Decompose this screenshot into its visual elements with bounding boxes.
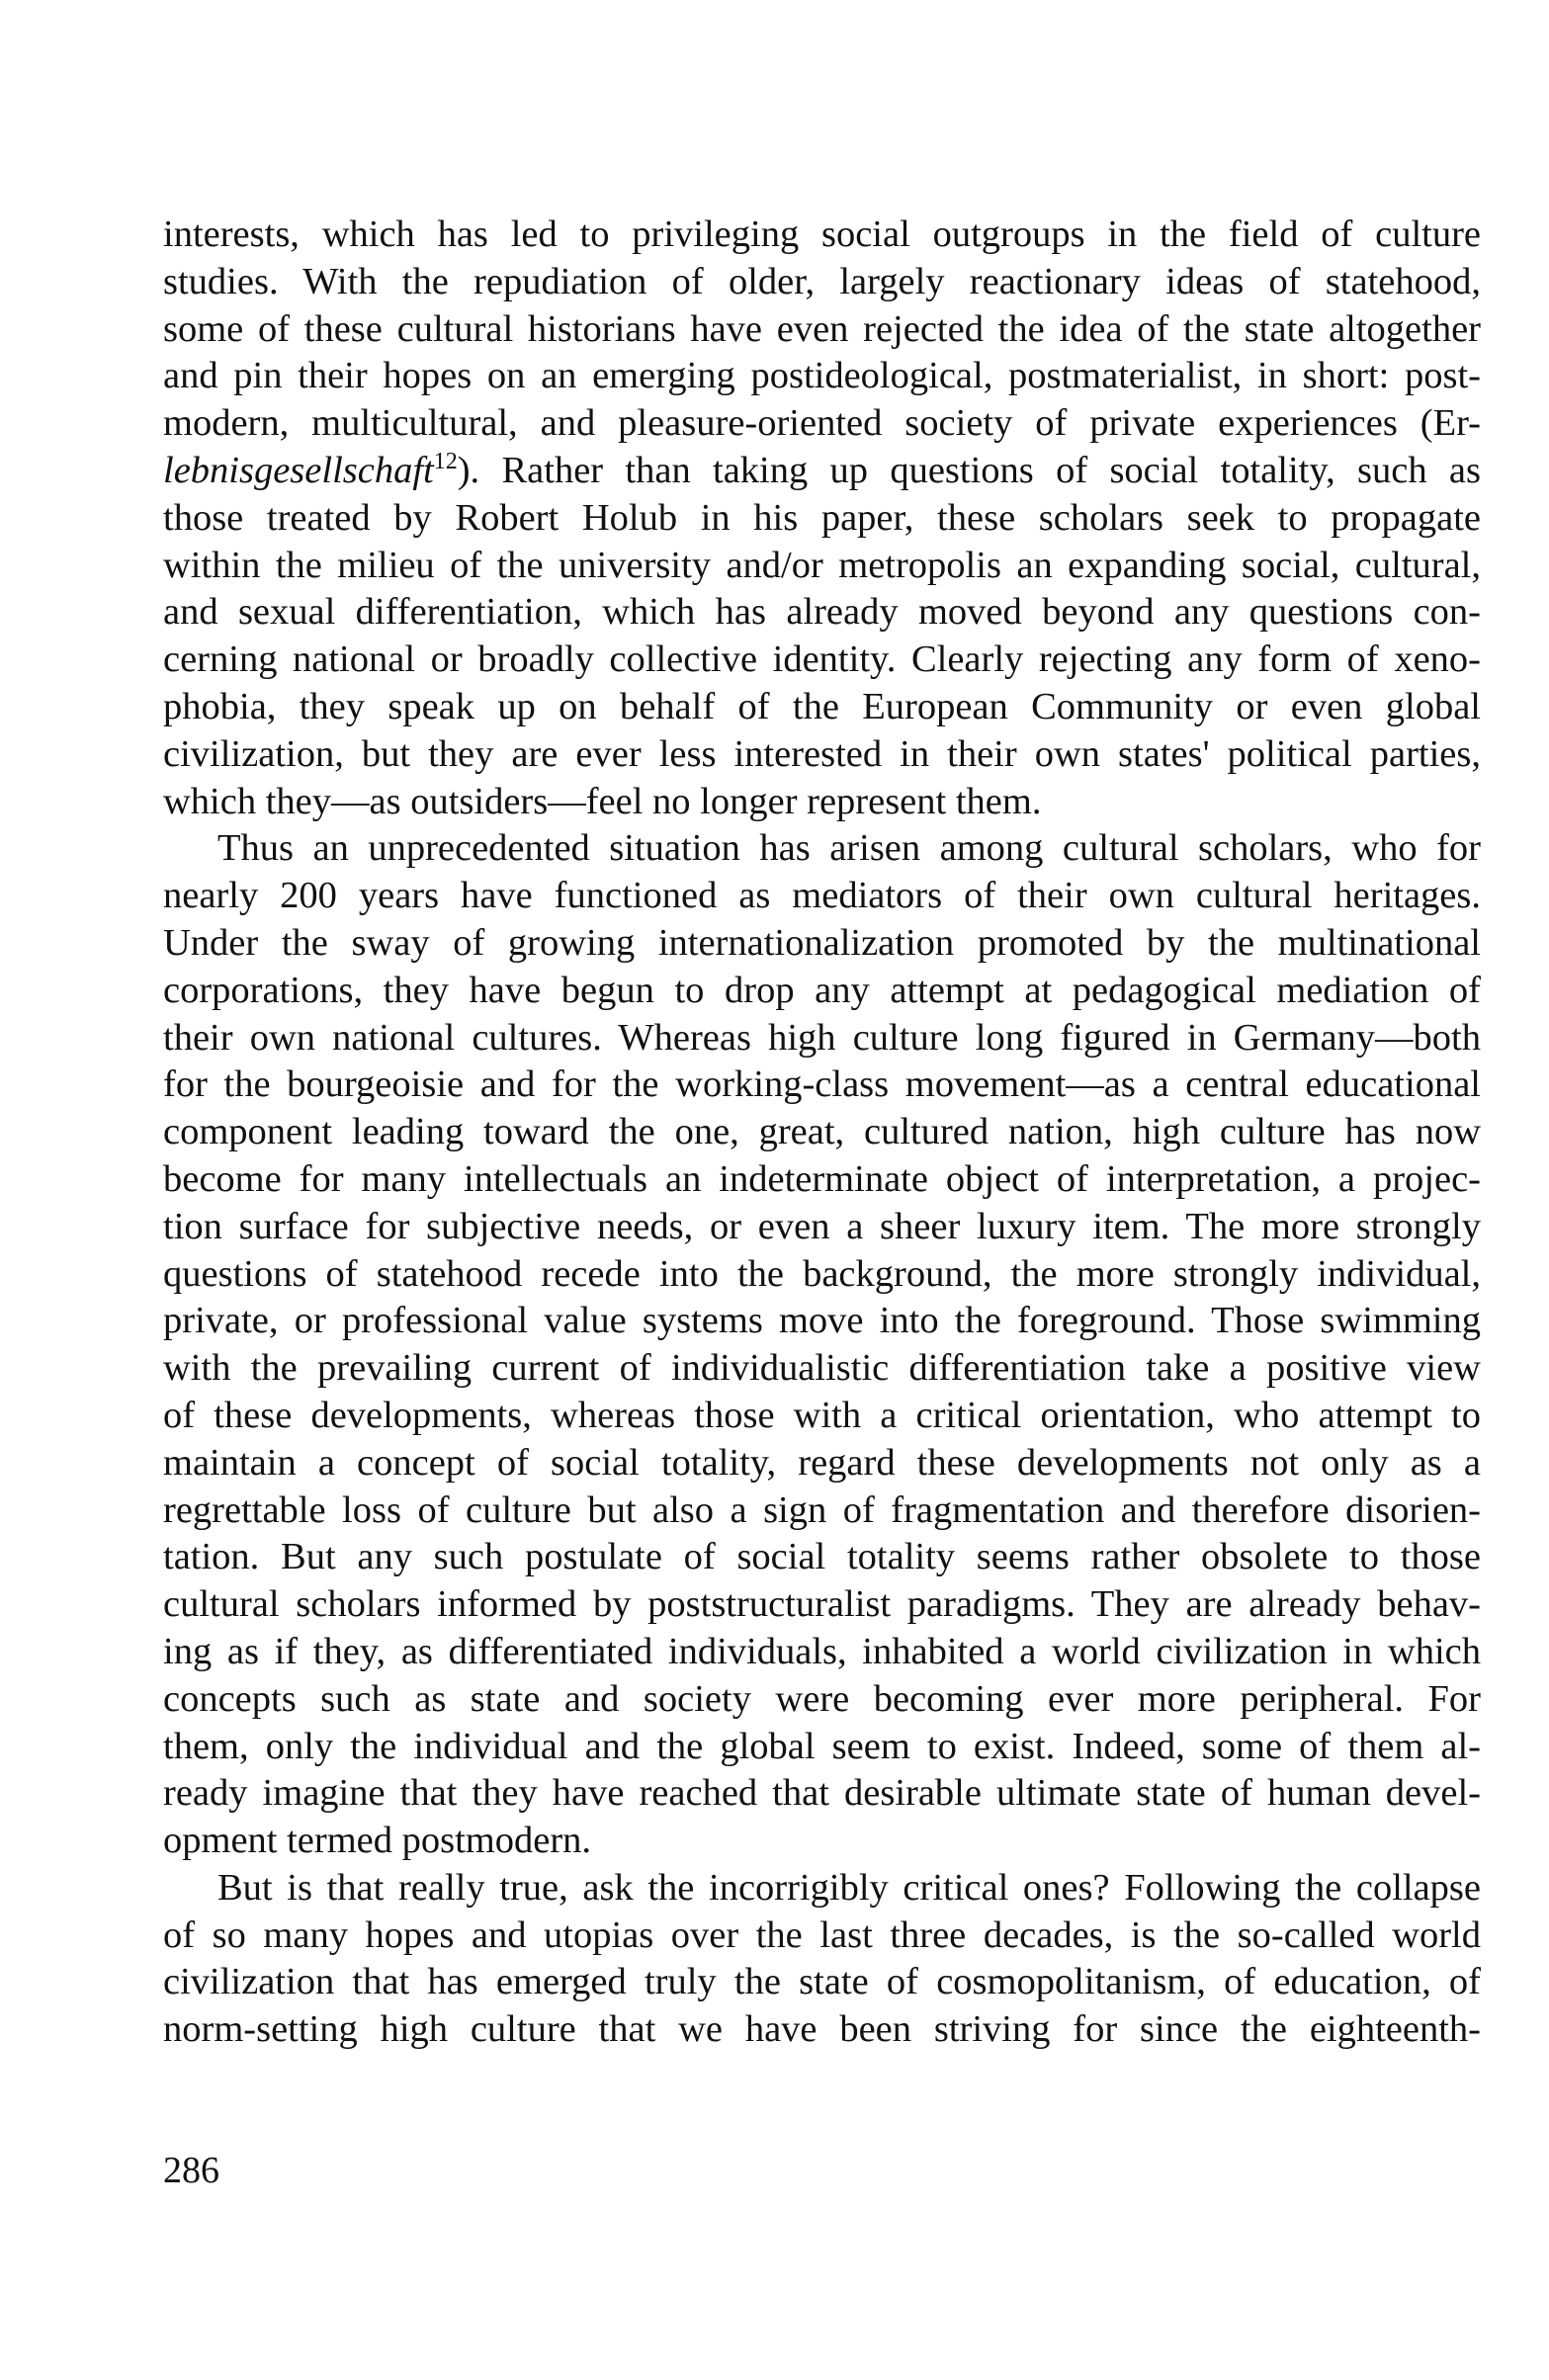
text-line: for the bourgeoisie and for the working-class movement—as a central educational — [163, 1063, 1481, 1106]
text-line: regrettable loss of culture but also a sign of fragmentation and therefore disorien- — [163, 1488, 1481, 1531]
text-line: with the prevailing current of individualistic differentiation take a positive view — [163, 1347, 1481, 1390]
text-line: concepts such as state and society were becoming ever more peripheral. For — [163, 1677, 1481, 1720]
text-line: tation. But any such postulate of social totality seems rather obsolete to those — [163, 1536, 1481, 1578]
text-line: their own national cultures. Whereas high culture long figured in Germany—both — [163, 1016, 1481, 1059]
text-line: But is that really true, ask the incorrigibly critical ones? Following the collapse — [217, 1866, 1481, 1909]
body-text — [163, 212, 1481, 2054]
italic-term: lebnisgesellschaft — [163, 449, 434, 491]
text-line: interests, which has led to privileging social outgroups in the field of culture — [163, 213, 1481, 255]
text-line: private, or professional value systems move into the foreground. Those swimming — [163, 1300, 1481, 1342]
text-line-with-footnote — [163, 448, 1481, 495]
paragraph-1 — [163, 212, 1481, 825]
text-line: norm-setting high culture that we have been striving for since the eighteenth- — [163, 2008, 1481, 2051]
text-line: some of these cultural historians have even rejected the idea of the state altogether — [163, 307, 1481, 350]
text-line: opment termed postmodern. — [163, 1820, 592, 1862]
paragraph-2 — [163, 825, 1481, 1865]
text-line: Under the sway of growing internationalization promoted by the multinational — [163, 921, 1481, 964]
text-line: studies. With the repudiation of older, largely reactionary ideas of statehood, — [163, 260, 1481, 302]
text-line: those treated by Robert Holub in his paper, these scholars seek to propagate — [163, 496, 1481, 539]
line-remainder: ). Rather than taking up questions of social totality, such as — [457, 449, 1481, 491]
text-line: which they—as outsiders—feel no longer represent them. — [163, 780, 1042, 822]
text-line: ing as if they, as differentiated individuals, inhabited a world civilization in which — [163, 1630, 1481, 1672]
text-line: cultural scholars informed by poststructuralist paradigms. They are already behav- — [163, 1583, 1481, 1626]
text-line: tion surface for subjective needs, or even a sheer luxury item. The more strongly — [163, 1205, 1481, 1247]
text-line: within the milieu of the university and/or metropolis an expanding social, cultural, — [163, 544, 1481, 586]
text-line: corporations, they have begun to drop any attempt at pedagogical mediation of — [163, 969, 1481, 1011]
text-line: ready imagine that they have reached that desirable ultimate state of human devel- — [163, 1772, 1481, 1815]
text-line: nearly 200 years have functioned as mediators of their own cultural heritages. — [163, 875, 1481, 917]
text-line: maintain a concept of social totality, regard these developments not only as a — [163, 1441, 1481, 1484]
text-line: civilization, but they are ever less interested in their own states' political parties, — [163, 732, 1481, 775]
page-number: 286 — [163, 2150, 219, 2191]
text-line: them, only the individual and the global seem to exist. Indeed, some of them al- — [163, 1725, 1481, 1767]
text-line: cerning national or broadly collective identity. Clearly rejecting any form of xeno- — [163, 638, 1481, 681]
text-line: and sexual differentiation, which has already moved beyond any questions con- — [163, 591, 1481, 634]
paragraph-3 — [163, 1865, 1481, 2054]
text-line: Thus an unprecedented situation has arisen among cultural scholars, who for — [217, 827, 1481, 870]
text-line: component leading toward the one, great, cultured nation, high culture has now — [163, 1111, 1481, 1153]
text-line: questions of statehood recede into the background, the more strongly individual, — [163, 1252, 1481, 1295]
text-line: modern, multicultural, and pleasure-oriented society of private experiences (Er- — [163, 402, 1481, 445]
text-line: become for many intellectuals an indeterminate object of interpretation, a projec- — [163, 1157, 1481, 1200]
text-line: civilization that has emerged truly the state of cosmopolitanism, of education, of — [163, 1961, 1481, 2003]
footnote-marker: 12 — [433, 448, 458, 474]
text-line: and pin their hopes on an emerging postideological, postmaterialist, in short: post- — [163, 355, 1481, 397]
text-line: of so many hopes and utopias over the last three decades, is the so-called world — [163, 1913, 1481, 1956]
text-line: phobia, they speak up on behalf of the European Community or even global — [163, 685, 1481, 727]
text-line: of these developments, whereas those with a critical orientation, who attempt to — [163, 1394, 1481, 1436]
